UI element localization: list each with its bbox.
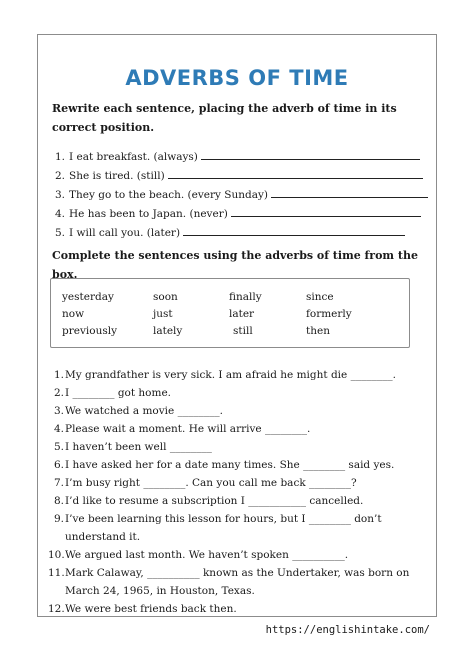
box-word: previously [62, 325, 118, 337]
box-word: then [306, 325, 330, 337]
completion-item: 4. Please wait a moment. He will arrive ________. [53, 423, 311, 435]
box-word: later [229, 308, 255, 320]
answer-line [168, 166, 423, 179]
rewrite-sentence: I eat breakfast. (always) [69, 151, 198, 163]
box-word: soon [153, 291, 178, 303]
completion-sentence: I ________ got home. [65, 387, 172, 399]
completion-sentence: I haven’t been well ________ [65, 441, 212, 453]
worksheet-title: ADVERBS OF TIME [125, 66, 349, 90]
completion-sentence: We watched a movie ________. [65, 405, 223, 417]
completion-item: 7. I’m busy right ________. Can you call me back ________? [53, 477, 357, 489]
box-word: now [62, 308, 85, 320]
box-word: yesterday [62, 291, 114, 303]
answer-line [271, 185, 428, 198]
completion-sentence: I have asked her for a date many times. She ________ said yes. [65, 459, 395, 471]
box-word: just [153, 308, 173, 320]
completion-item: 2. I ________ got home. [53, 387, 172, 399]
box-word: since [306, 291, 334, 303]
completion-item: 3. We watched a movie ________. [53, 405, 223, 417]
answer-line [231, 204, 421, 217]
completion-item: 12. We were best friends back then. [48, 603, 237, 615]
completion-sentence: We were best friends back then. [65, 603, 237, 615]
completion-item: 6. I have asked her for a date many times. She ________ said yes. [53, 459, 395, 471]
answer-line [183, 223, 405, 236]
completion-sentence: Please wait a moment. He will arrive ________. [65, 423, 311, 435]
completion-sentence: I’m busy right ________. Can you call me back ________? [65, 477, 357, 489]
rewrite-item: 2. She is tired. (still) [52, 166, 422, 185]
completion-item: 5. I haven’t been well ________ [53, 441, 212, 453]
section2-instruction: Complete the sentences using the adverbs of time from the box. [52, 249, 418, 281]
word-box [50, 278, 410, 348]
rewrite-item: 3. They go to the beach. (every Sunday) [52, 185, 422, 204]
rewrite-item: 4. He has been to Japan. (never) [52, 204, 422, 223]
completion-item: 1. My grandfather is very sick. I am afraid he might die ________. [53, 369, 396, 381]
rewrite-sentence: She is tired. (still) [69, 170, 165, 182]
completion-item: 9. I’ve been learning this lesson for hours, but I ________ don’t understand it. [53, 513, 382, 543]
rewrite-item: 1. I eat breakfast. (always) [52, 147, 422, 166]
completion-item: 11. Mark Calaway, __________ known as the Undertaker, was born on March 24, 1965, in Houston, Texas. [48, 567, 410, 597]
rewrite-sentence: I will call you. (later) [69, 227, 181, 239]
completion-item: 8. I’d like to resume a subscription I ___________ cancelled. [53, 495, 364, 507]
box-word: formerly [306, 308, 352, 320]
box-word: still [233, 325, 253, 337]
completion-sentence: My grandfather is very sick. I am afraid he might die ________. [65, 369, 396, 381]
completion-sentence: We argued last month. We haven’t spoken __________. [65, 549, 349, 561]
footer-url: https://englishintake.com/ [265, 624, 430, 636]
answer-line [201, 147, 420, 160]
section1-instruction: Rewrite each sentence, placing the adverb of time in its correct position. [52, 102, 397, 134]
completion-item: 10. We argued last month. We haven’t spoken __________. [48, 549, 349, 561]
rewrite-sentence: He has been to Japan. (never) [69, 208, 228, 220]
box-word: lately [153, 325, 183, 337]
rewrite-list [52, 147, 422, 242]
box-word: finally [229, 291, 262, 303]
rewrite-item: 5. I will call you. (later) [52, 223, 422, 242]
completion-sentence: I’ve been learning this lesson for hours, but I ________ don’t understand it. [65, 513, 382, 543]
completion-sentence: I’d like to resume a subscription I ___________ cancelled. [65, 495, 364, 507]
completion-sentence: Mark Calaway, __________ known as the Undertaker, was born on March 24, 1965, in Houston, Texas. [65, 567, 410, 597]
completion-list [48, 366, 428, 618]
rewrite-sentence: They go to the beach. (every Sunday) [69, 189, 269, 201]
